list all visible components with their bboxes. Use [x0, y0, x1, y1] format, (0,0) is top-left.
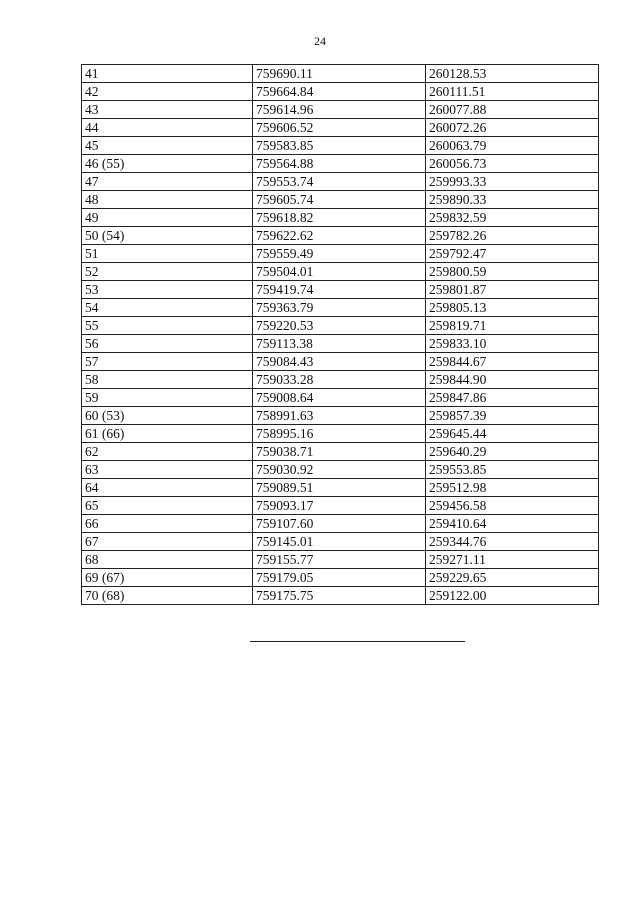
- table-row: [82, 461, 599, 479]
- point-number-cell: 67: [82, 533, 253, 551]
- point-number-cell: 45: [82, 137, 253, 155]
- y-coordinate-cell: 259847.86: [426, 389, 599, 407]
- y-coordinate-cell: 260072.26: [426, 119, 599, 137]
- x-coordinate-cell: 759614.96: [253, 101, 426, 119]
- y-coordinate-cell: 259857.39: [426, 407, 599, 425]
- point-number-cell: 56: [82, 335, 253, 353]
- y-coordinate-cell: 259640.29: [426, 443, 599, 461]
- y-coordinate-cell: 259844.67: [426, 353, 599, 371]
- x-coordinate-cell: 759664.84: [253, 83, 426, 101]
- x-coordinate-cell: 759363.79: [253, 299, 426, 317]
- point-number-cell: 54: [82, 299, 253, 317]
- table-row: [82, 335, 599, 353]
- table-row: [82, 209, 599, 227]
- table-row: [82, 227, 599, 245]
- x-coordinate-cell: 758991.63: [253, 407, 426, 425]
- y-coordinate-cell: 260111.51: [426, 83, 599, 101]
- x-coordinate-cell: 759084.43: [253, 353, 426, 371]
- table-row: [82, 569, 599, 587]
- x-coordinate-cell: 759008.64: [253, 389, 426, 407]
- point-number-cell: 59: [82, 389, 253, 407]
- table-row: [82, 587, 599, 605]
- x-coordinate-cell: 759175.75: [253, 587, 426, 605]
- table-row: [82, 551, 599, 569]
- end-of-section-rule: [250, 641, 465, 642]
- y-coordinate-cell: 260056.73: [426, 155, 599, 173]
- x-coordinate-cell: 759622.62: [253, 227, 426, 245]
- x-coordinate-cell: 759113.38: [253, 335, 426, 353]
- point-number-cell: 65: [82, 497, 253, 515]
- x-coordinate-cell: 759559.49: [253, 245, 426, 263]
- x-coordinate-cell: 759093.17: [253, 497, 426, 515]
- table-row: [82, 101, 599, 119]
- point-number-cell: 41: [82, 65, 253, 83]
- point-number-cell: 55: [82, 317, 253, 335]
- x-coordinate-cell: 759220.53: [253, 317, 426, 335]
- point-number-cell: 46 (55): [82, 155, 253, 173]
- table-row: [82, 155, 599, 173]
- table-row: [82, 353, 599, 371]
- table-row: [82, 173, 599, 191]
- y-coordinate-cell: 259782.26: [426, 227, 599, 245]
- x-coordinate-cell: 759038.71: [253, 443, 426, 461]
- y-coordinate-cell: 259456.58: [426, 497, 599, 515]
- y-coordinate-cell: 259844.90: [426, 371, 599, 389]
- table-row: [82, 317, 599, 335]
- x-coordinate-cell: 759504.01: [253, 263, 426, 281]
- table-row: [82, 533, 599, 551]
- table-row: [82, 407, 599, 425]
- point-number-cell: 61 (66): [82, 425, 253, 443]
- point-number-cell: 57: [82, 353, 253, 371]
- point-number-cell: 66: [82, 515, 253, 533]
- y-coordinate-cell: 259993.33: [426, 173, 599, 191]
- point-number-cell: 70 (68): [82, 587, 253, 605]
- y-coordinate-cell: 259229.65: [426, 569, 599, 587]
- point-number-cell: 44: [82, 119, 253, 137]
- table-row: [82, 299, 599, 317]
- y-coordinate-cell: 259800.59: [426, 263, 599, 281]
- y-coordinate-cell: 259833.10: [426, 335, 599, 353]
- x-coordinate-cell: 759419.74: [253, 281, 426, 299]
- x-coordinate-cell: 758995.16: [253, 425, 426, 443]
- y-coordinate-cell: 260077.88: [426, 101, 599, 119]
- table-row: [82, 389, 599, 407]
- y-coordinate-cell: 259801.87: [426, 281, 599, 299]
- x-coordinate-cell: 759690.11: [253, 65, 426, 83]
- table-row: [82, 191, 599, 209]
- table-row: [82, 371, 599, 389]
- table-row: [82, 245, 599, 263]
- y-coordinate-cell: 259512.98: [426, 479, 599, 497]
- x-coordinate-cell: 759618.82: [253, 209, 426, 227]
- x-coordinate-cell: 759155.77: [253, 551, 426, 569]
- table-row: [82, 263, 599, 281]
- table-row: [82, 425, 599, 443]
- table-row: [82, 137, 599, 155]
- point-number-cell: 49: [82, 209, 253, 227]
- point-number-cell: 68: [82, 551, 253, 569]
- x-coordinate-cell: 759179.05: [253, 569, 426, 587]
- coordinates-table: [81, 64, 599, 605]
- y-coordinate-cell: 259890.33: [426, 191, 599, 209]
- y-coordinate-cell: 259645.44: [426, 425, 599, 443]
- point-number-cell: 69 (67): [82, 569, 253, 587]
- x-coordinate-cell: 759089.51: [253, 479, 426, 497]
- y-coordinate-cell: 260063.79: [426, 137, 599, 155]
- y-coordinate-cell: 260128.53: [426, 65, 599, 83]
- y-coordinate-cell: 259819.71: [426, 317, 599, 335]
- x-coordinate-cell: 759564.88: [253, 155, 426, 173]
- table-row: [82, 65, 599, 83]
- y-coordinate-cell: 259122.00: [426, 587, 599, 605]
- point-number-cell: 63: [82, 461, 253, 479]
- table-row: [82, 83, 599, 101]
- point-number-cell: 42: [82, 83, 253, 101]
- coordinates-table-body: [82, 65, 599, 605]
- table-row: [82, 281, 599, 299]
- point-number-cell: 50 (54): [82, 227, 253, 245]
- table-row: [82, 497, 599, 515]
- table-row: [82, 479, 599, 497]
- x-coordinate-cell: 759145.01: [253, 533, 426, 551]
- x-coordinate-cell: 759033.28: [253, 371, 426, 389]
- point-number-cell: 48: [82, 191, 253, 209]
- y-coordinate-cell: 259344.76: [426, 533, 599, 551]
- point-number-cell: 60 (53): [82, 407, 253, 425]
- y-coordinate-cell: 259410.64: [426, 515, 599, 533]
- table-row: [82, 515, 599, 533]
- x-coordinate-cell: 759107.60: [253, 515, 426, 533]
- y-coordinate-cell: 259553.85: [426, 461, 599, 479]
- point-number-cell: 53: [82, 281, 253, 299]
- point-number-cell: 62: [82, 443, 253, 461]
- point-number-cell: 64: [82, 479, 253, 497]
- x-coordinate-cell: 759583.85: [253, 137, 426, 155]
- y-coordinate-cell: 259792.47: [426, 245, 599, 263]
- x-coordinate-cell: 759553.74: [253, 173, 426, 191]
- point-number-cell: 43: [82, 101, 253, 119]
- x-coordinate-cell: 759605.74: [253, 191, 426, 209]
- point-number-cell: 52: [82, 263, 253, 281]
- y-coordinate-cell: 259805.13: [426, 299, 599, 317]
- point-number-cell: 51: [82, 245, 253, 263]
- point-number-cell: 47: [82, 173, 253, 191]
- point-number-cell: 58: [82, 371, 253, 389]
- page-number: 24: [314, 34, 326, 48]
- y-coordinate-cell: 259832.59: [426, 209, 599, 227]
- table-row: [82, 443, 599, 461]
- table-row: [82, 119, 599, 137]
- x-coordinate-cell: 759606.52: [253, 119, 426, 137]
- y-coordinate-cell: 259271.11: [426, 551, 599, 569]
- x-coordinate-cell: 759030.92: [253, 461, 426, 479]
